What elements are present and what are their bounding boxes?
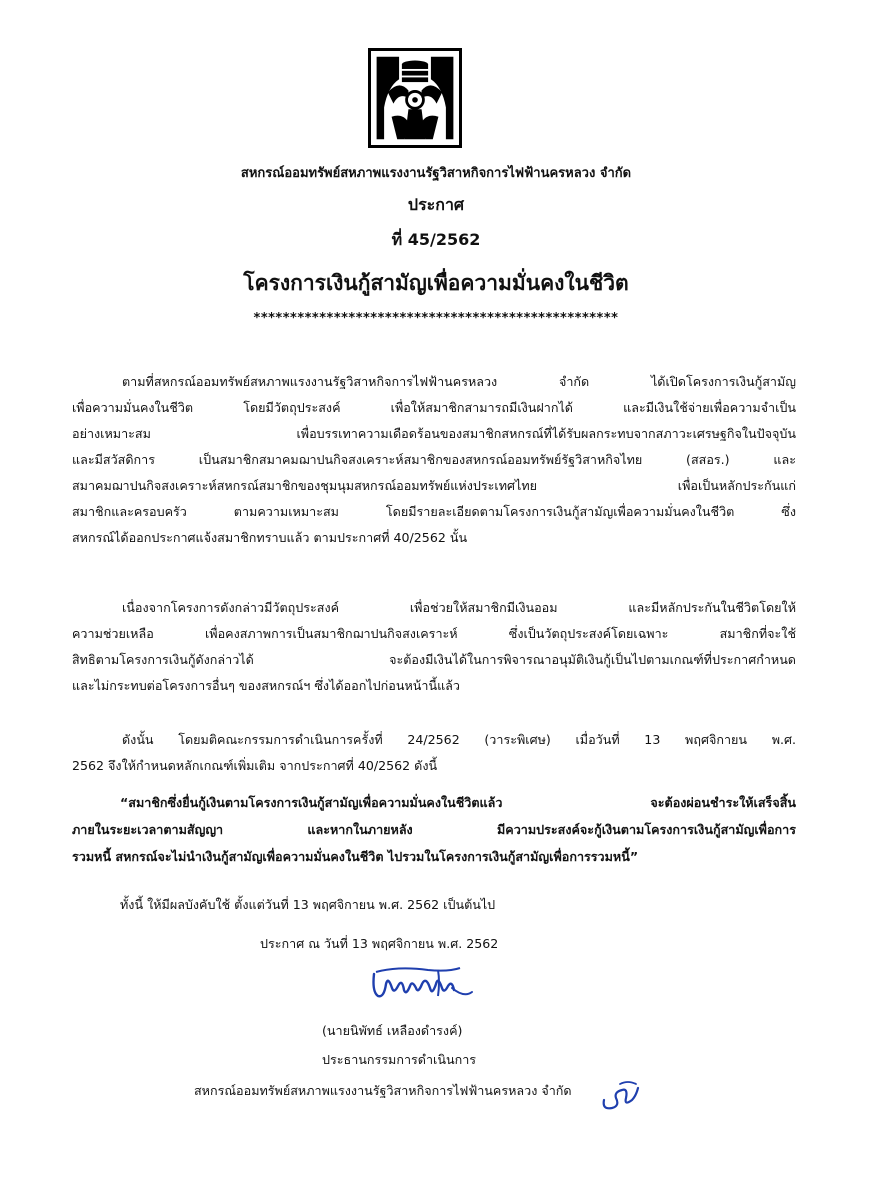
announcement-number: ที่ 45/2562 <box>391 230 481 249</box>
effective-date: ทั้งนี้ ให้มีผลบังคับใช้ ตั้งแต่วันที่ 13 พฤศจิกายน พ.ศ. 2562 เป็นต้นไป <box>120 897 496 912</box>
quoted-rule <box>72 789 796 870</box>
paragraph-line: สิทธิตามโครงการเงินกู้ดังกล่าวได้ จะต้องมีเงินได้ในการพิจารณาอนุมัติเงินกู้เป็นไปตามเกณฑ์ที่ประกาศกำหนด <box>72 652 796 667</box>
paragraph-line: ความช่วยเหลือ เพื่อคงสภาพการเป็นสมาชิกฌาปนกิจสงเคราะห์ ซึ่งเป็นวัตถุประสงค์โดยเฉพาะ สมาชิกที่จะใช้ <box>72 626 796 641</box>
quote-line: “สมาชิกซึ่งยื่นกู้เงินตามโครงการเงินกู้สามัญเพื่อความมั่นคงในชีวิตแล้ว จะต้องผ่อนชำระให้เสร็จสิ้น <box>120 795 796 810</box>
signer-position: ประธานกรรมการดำเนินการ <box>322 1052 477 1067</box>
paragraph-line: สหกรณ์ได้ออกประกาศแจ้งสมาชิกทราบแล้ว ตามประกาศที่ 40/2562 นั้น <box>72 530 468 545</box>
quote-line: ภายในระยะเวลาตามสัญญา และหากในภายหลัง มีความประสงค์จะกู้เงินตามโครงการเงินกู้สามัญเพื่อการ <box>72 822 796 837</box>
project-title: โครงการเงินกู้สามัญเพื่อความมั่นคงในชีวิต <box>243 271 629 295</box>
paragraph-line: สมาคมฌาปนกิจสงเคราะห์สหกรณ์สมาชิกของชุมนุมสหกรณ์ออมทรัพย์แห่งประเทศไทย เพื่อเป็นหลักประกันแก่ <box>72 478 796 493</box>
initials-icon <box>598 1076 642 1114</box>
paragraph-line: ตามที่สหกรณ์ออมทรัพย์สหภาพแรงงานรัฐวิสาหกิจการไฟฟ้านครหลวง จำกัด ได้เปิดโครงการเงินกู้สามัญ <box>122 374 796 389</box>
signer-name: (นายนิพัทธ์ เหลืองดำรงค์) <box>322 1023 463 1038</box>
paragraph-line: เพื่อความมั่นคงในชีวิต โดยมีวัตถุประสงค์ เพื่อให้สมาชิกสามารถมีเงินฝากได้ และมีเงินใช้จ่ายเพื่อความจำเป็น <box>72 400 796 415</box>
paragraph-line: และไม่กระทบต่อโครงการอื่นๆ ของสหกรณ์ฯ ซึ่งได้ออกไปก่อนหน้านี้แล้ว <box>72 678 460 693</box>
announcement-heading: ประกาศ <box>407 195 465 214</box>
separator-line: ************************************************** <box>253 311 619 326</box>
signer-organization: สหกรณ์ออมทรัพย์สหภาพแรงงานรัฐวิสาหกิจการไฟฟ้านครหลวง จำกัด <box>194 1083 572 1098</box>
paragraph-3 <box>72 727 796 779</box>
paragraph-line: อย่างเหมาะสม เพื่อบรรเทาความเดือดร้อนของสมาชิกสหกรณ์ที่ได้รับผลกระทบจากสภาวะเศรษฐกิจในปัจจุบัน <box>72 426 796 441</box>
paragraph-line: เนื่องจากโครงการดังกล่าวมีวัตถุประสงค์ เพื่อช่วยให้สมาชิกมีเงินออม และมีหลักประกันในชีวิตโดยให้ <box>122 600 796 615</box>
paragraph-line: สมาชิกและครอบครัว ตามความเหมาะสม โดยมีรายละเอียดตามโครงการเงินกู้สามัญเพื่อความมั่นคงในชีวิต ซึ่ง <box>72 504 796 519</box>
paragraph-1 <box>72 369 796 551</box>
paragraph-2 <box>72 595 796 699</box>
organization-name: สหกรณ์ออมทรัพย์สหภาพแรงงานรัฐวิสาหกิจการไฟฟ้านครหลวง จำกัด <box>240 166 632 181</box>
cooperative-logo-icon <box>368 48 462 148</box>
paragraph-line: 2562 จึงให้กำหนดหลักเกณฑ์เพิ่มเติม จากประกาศที่ 40/2562 ดังนี้ <box>72 758 438 773</box>
announced-date: ประกาศ ณ วันที่ 13 พฤศจิกายน พ.ศ. 2562 <box>260 936 499 951</box>
paragraph-line: ดังนั้น โดยมติคณะกรรมการดำเนินการครั้งที่ 24/2562 (วาระพิเศษ) เมื่อวันที่ 13 พฤศจิกายน พ.ศ. <box>122 732 796 747</box>
signature-icon <box>368 962 480 1006</box>
paragraph-line: และมีสวัสดิการ เป็นสมาชิกสมาคมฌาปนกิจสงเคราะห์สมาชิกของสหกรณ์ออมทรัพย์รัฐวิสาหกิจไทย (สสอร.) และ <box>72 452 796 467</box>
quote-line: รวมหนี้ สหกรณ์จะไม่นำเงินกู้สามัญเพื่อความมั่นคงในชีวิต ไปรวมในโครงการเงินกู้สามัญเพื่อการรวมหนี้” <box>72 849 639 864</box>
